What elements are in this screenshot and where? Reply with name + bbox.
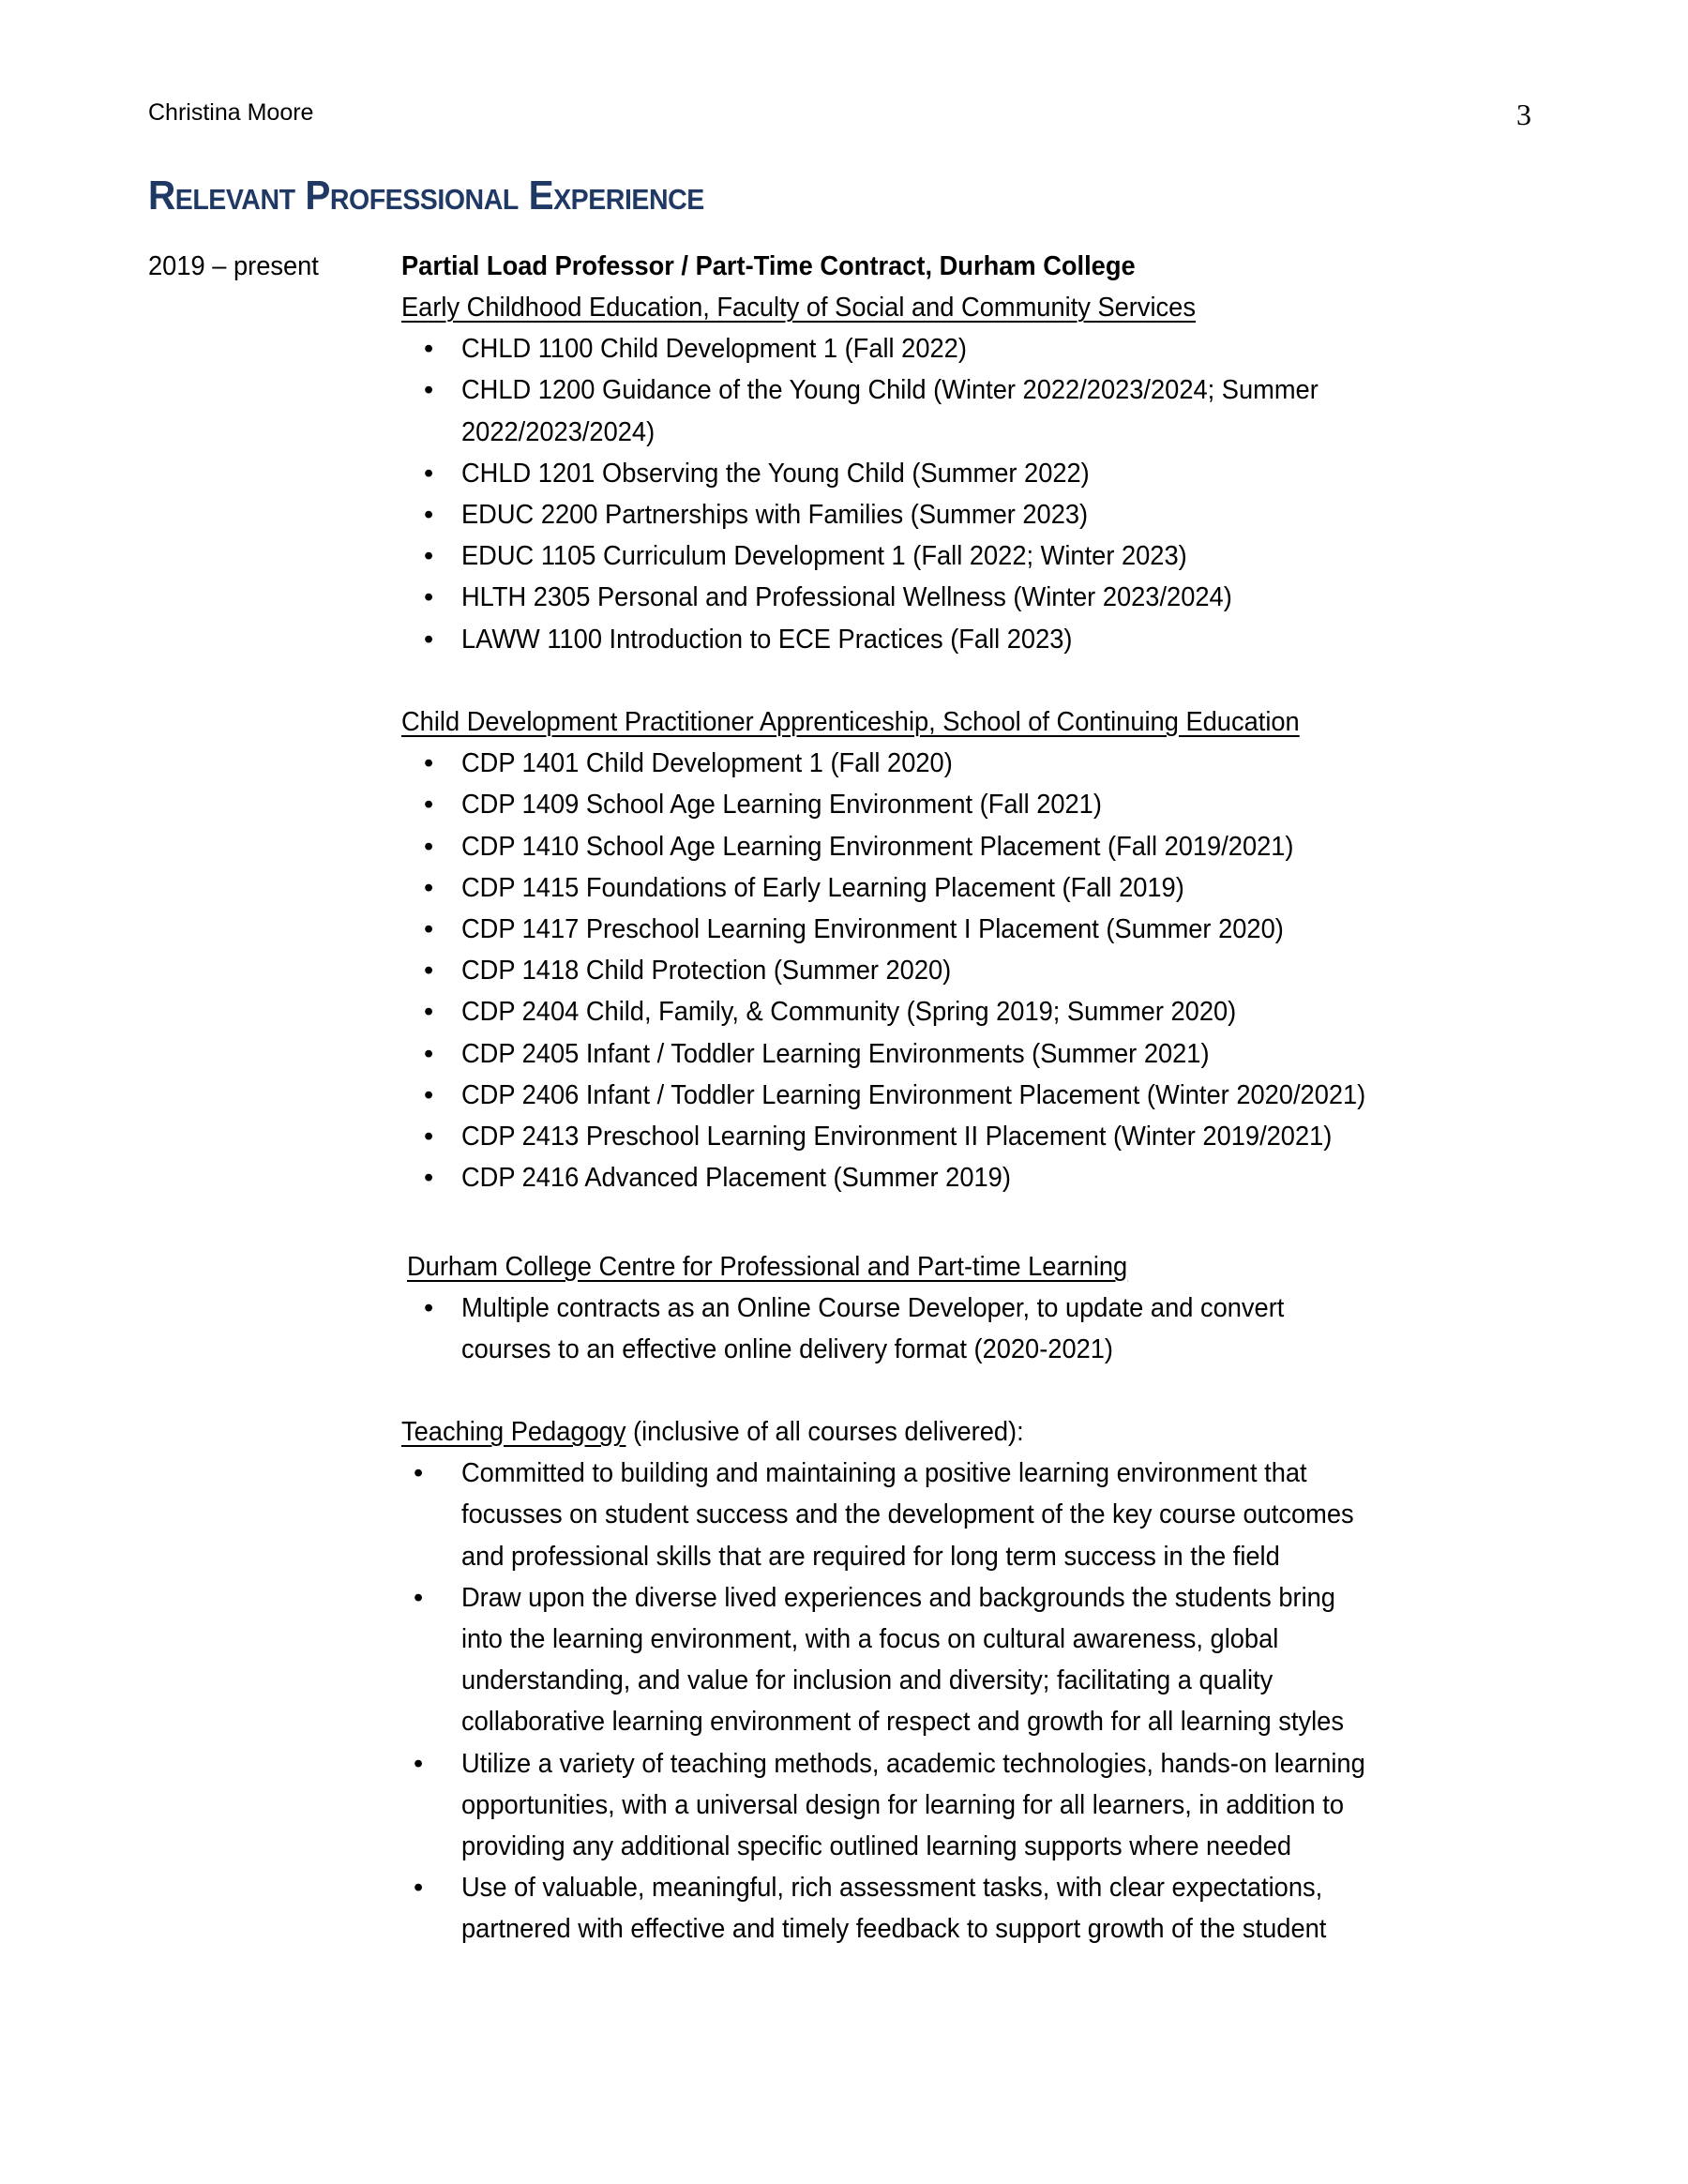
list-item: understanding, and value for inclusion and diversity; facilitating a quality bbox=[461, 1665, 1274, 1696]
running-header-name: Christina Moore bbox=[148, 99, 314, 126]
entry-dates: 2019 – present bbox=[148, 251, 319, 281]
list-item: EDUC 1105 Curriculum Development 1 (Fall 2022; Winter 2023) bbox=[461, 541, 1187, 572]
list-item: CDP 1410 School Age Learning Environment Placement (Fall 2019/2021) bbox=[461, 831, 1294, 862]
entry-role: Partial Load Professor / Part-Time Contract, Durham College bbox=[401, 251, 1136, 281]
list-item: CHLD 1201 Observing the Young Child (Summer 2022) bbox=[461, 458, 1090, 489]
list-item: partnered with effective and timely feedback to support growth of the student bbox=[461, 1914, 1327, 1945]
list-item: EDUC 2200 Partnerships with Families (Summer 2023) bbox=[461, 500, 1089, 530]
list-item: CDP 2405 Infant / Toddler Learning Environments (Summer 2021) bbox=[461, 1038, 1210, 1069]
list-item: HLTH 2305 Personal and Professional Wellness (Winter 2023/2024) bbox=[461, 582, 1232, 613]
bullet-icon: • bbox=[424, 790, 434, 821]
list-item: CDP 1409 School Age Learning Environment (Fall 2021) bbox=[461, 790, 1102, 821]
section-title: Relevant Professional Experience bbox=[148, 173, 704, 218]
list-item: Multiple contracts as an Online Course Developer, to update and convert bbox=[461, 1293, 1285, 1324]
bullet-icon: • bbox=[424, 872, 434, 903]
list-item: CDP 1418 Child Protection (Summer 2020) bbox=[461, 956, 952, 987]
bullet-icon: • bbox=[424, 334, 434, 365]
bullet-icon: • bbox=[424, 541, 434, 572]
bullet-icon: • bbox=[424, 624, 434, 655]
bullet-icon: • bbox=[424, 956, 434, 987]
list-item: opportunities, with a universal design for learning for all learners, in addition to bbox=[461, 1789, 1345, 1820]
bullet-icon: • bbox=[414, 1582, 424, 1613]
bullet-icon: • bbox=[424, 458, 434, 489]
bullet-icon: • bbox=[414, 1873, 424, 1904]
list-item: focusses on student success and the development of the key course outcomes bbox=[461, 1499, 1354, 1530]
bullet-icon: • bbox=[424, 831, 434, 862]
list-item: CHLD 1100 Child Development 1 (Fall 2022) bbox=[461, 334, 967, 365]
bullet-icon: • bbox=[424, 375, 434, 406]
group-heading: Early Childhood Education, Faculty of Social and Community Services bbox=[401, 293, 1196, 323]
list-item: providing any additional specific outlined learning supports where needed bbox=[461, 1831, 1292, 1861]
group-heading-label: Teaching Pedagogy bbox=[401, 1417, 626, 1447]
list-item: CDP 2416 Advanced Placement (Summer 2019) bbox=[461, 1163, 1011, 1194]
bullet-icon: • bbox=[424, 1038, 434, 1069]
list-item: Draw upon the diverse lived experiences and backgrounds the students bring bbox=[461, 1582, 1335, 1613]
list-item: CDP 2413 Preschool Learning Environment II Placement (Winter 2019/2021) bbox=[461, 1122, 1333, 1152]
bullet-icon: • bbox=[424, 1122, 434, 1152]
list-item: courses to an effective online delivery format (2020-2021) bbox=[461, 1334, 1114, 1365]
bullet-icon: • bbox=[424, 748, 434, 779]
group-heading: Child Development Practitioner Apprenticeship, School of Continuing Education bbox=[401, 707, 1300, 737]
list-item: collaborative learning environment of respect and growth for all learning styles bbox=[461, 1707, 1344, 1738]
list-item: Committed to building and maintaining a positive learning environment that bbox=[461, 1458, 1307, 1489]
bullet-icon: • bbox=[424, 997, 434, 1028]
group-heading bbox=[401, 1411, 1024, 1453]
bullet-icon: • bbox=[424, 914, 434, 944]
bullet-icon: • bbox=[414, 1748, 424, 1779]
list-item: CDP 1415 Foundations of Early Learning Placement (Fall 2019) bbox=[461, 872, 1184, 903]
list-item: LAWW 1100 Introduction to ECE Practices (Fall 2023) bbox=[461, 624, 1073, 655]
list-item: 2022/2023/2024) bbox=[461, 416, 656, 447]
list-item: Use of valuable, meaningful, rich assessment tasks, with clear expectations, bbox=[461, 1873, 1323, 1904]
bullet-icon: • bbox=[424, 1163, 434, 1194]
bullet-icon: • bbox=[424, 500, 434, 530]
bullet-icon: • bbox=[424, 1293, 434, 1324]
bullet-icon: • bbox=[414, 1458, 424, 1489]
list-item: Utilize a variety of teaching methods, academic technologies, hands-on learning bbox=[461, 1748, 1365, 1779]
bullet-icon: • bbox=[424, 1079, 434, 1110]
list-item: CHLD 1200 Guidance of the Young Child (Winter 2022/2023/2024; Summer bbox=[461, 375, 1319, 406]
group-heading: Durham College Centre for Professional and Part-time Learning bbox=[407, 1252, 1128, 1282]
list-item: and professional skills that are required for long term success in the field bbox=[461, 1541, 1280, 1572]
list-item: into the learning environment, with a focus on cultural awareness, global bbox=[461, 1624, 1279, 1654]
page-number: 3 bbox=[1516, 98, 1531, 131]
list-item: CDP 1401 Child Development 1 (Fall 2020) bbox=[461, 748, 953, 779]
list-item: CDP 1417 Preschool Learning Environment I Placement (Summer 2020) bbox=[461, 914, 1284, 944]
list-item: CDP 2406 Infant / Toddler Learning Environment Placement (Winter 2020/2021) bbox=[461, 1079, 1366, 1110]
bullet-icon: • bbox=[424, 582, 434, 613]
list-item: CDP 2404 Child, Family, & Community (Spring 2019; Summer 2020) bbox=[461, 997, 1237, 1028]
group-heading-suffix: (inclusive of all courses delivered): bbox=[625, 1417, 1024, 1447]
